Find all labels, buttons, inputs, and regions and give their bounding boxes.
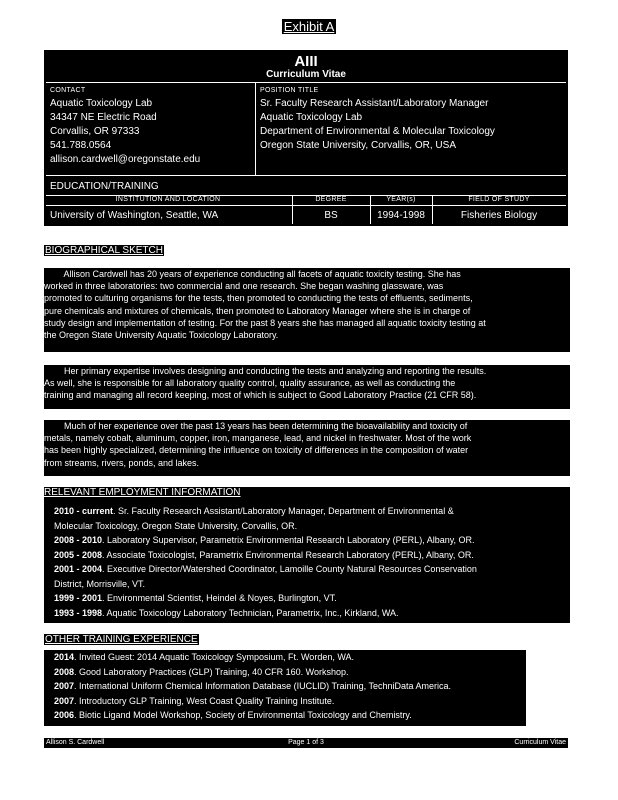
edu-field: Fisheries Biology bbox=[460, 210, 538, 221]
position-line: Sr. Faculty Research Assistant/Laboratory Manager bbox=[260, 98, 489, 109]
bio-line: from streams, rivers, ponds, and lakes. bbox=[44, 457, 200, 468]
employment-item: District, Morrisville, VT. bbox=[54, 578, 146, 589]
person-name: AIII bbox=[294, 53, 318, 70]
contact-email: allison.cardwell@oregonstate.edu bbox=[50, 154, 201, 165]
bio-paragraph-2 bbox=[44, 365, 570, 409]
contact-line: Corvallis, OR 97333 bbox=[50, 126, 140, 137]
contact-info bbox=[50, 97, 200, 167]
edu-degree: BS bbox=[324, 210, 338, 221]
employment-item: 2001 - 2004. Executive Director/Watershed Coordinator, Lamoille County Natural Resources Conservation bbox=[54, 564, 477, 574]
bio-line: Much of her experience over the past 13 years has been determining the bioavailability and toxicity of bbox=[44, 421, 468, 431]
employment-section bbox=[44, 487, 570, 623]
position-info bbox=[260, 97, 495, 153]
bio-line: Allison Cardwell has 20 years of experience conducting all facets of aquatic toxicity testing. She has bbox=[44, 269, 461, 279]
position-label: POSITION TITLE bbox=[260, 87, 319, 94]
col-header-years: YEAR(s) bbox=[386, 196, 416, 203]
bio-line: promoted to culturing organisms for the tests, then promoted to conducting the tests of effluents, sediments, bbox=[44, 293, 473, 304]
divider bbox=[255, 82, 256, 175]
employment-item: Molecular Toxicology, Oregon State University, Corvallis, OR. bbox=[54, 520, 298, 531]
training-list bbox=[44, 650, 526, 726]
divider bbox=[46, 175, 566, 176]
bio-line: training and managing all record keeping, most of which is subject to Good Laboratory Practice (21 CFR 58). bbox=[44, 390, 477, 401]
bio-line: worked in three laboratories: two commercial and one research. She began washing glassware, was bbox=[44, 281, 444, 292]
col-header-degree: DEGREE bbox=[315, 196, 347, 203]
position-line: Oregon State University, Corvallis, OR, USA bbox=[260, 140, 456, 151]
cv-header bbox=[44, 50, 568, 226]
divider bbox=[46, 82, 566, 83]
footer-doc-title: Curriculum Vitae bbox=[514, 739, 566, 746]
training-item: 2006. Biotic Ligand Model Workshop, Society of Environmental Toxicology and Chemistry. bbox=[54, 710, 412, 720]
exhibit-title: Exhibit A bbox=[283, 19, 335, 34]
col-header-institution: INSTITUTION AND LOCATION bbox=[115, 196, 221, 203]
bio-line: metals, namely cobalt, aluminum, copper, iron, manganese, lead, and nickel in freshwater. Most of the work bbox=[44, 433, 472, 444]
bio-line: pure chemicals and mixtures of chemicals, then promoted to Laboratory Manager where she is in charge of bbox=[44, 305, 471, 316]
col-header-field: FIELD OF STUDY bbox=[468, 196, 530, 203]
footer-page-number: Page 1 of 3 bbox=[288, 739, 324, 746]
edu-institution: University of Washington, Seattle, WA bbox=[50, 210, 219, 221]
page-footer bbox=[44, 738, 568, 748]
training-item: 2008. Good Laboratory Practices (GLP) Training, 40 CFR 160. Workshop. bbox=[54, 666, 349, 677]
bio-heading: BIOGRAPHICAL SKETCH bbox=[45, 245, 163, 256]
employment-heading: RELEVANT EMPLOYMENT INFORMATION bbox=[44, 487, 241, 498]
employment-item: 2010 - current. Sr. Faculty Research Assistant/Laboratory Manager, Department of Environmental & bbox=[54, 506, 454, 516]
bio-line: has been highly specialized, determining the influence on toxicity of differences in the composition of water bbox=[44, 445, 469, 456]
contact-phone: 541.788.0564 bbox=[50, 140, 112, 151]
document-title: Curriculum Vitae bbox=[266, 69, 346, 80]
position-line: Department of Environmental & Molecular Toxicology bbox=[260, 126, 495, 137]
contact-line: Aquatic Toxicology Lab bbox=[50, 98, 153, 109]
edu-years: 1994-1998 bbox=[377, 210, 425, 221]
employment-item: 2008 - 2010. Laboratory Supervisor, Parametrix Environmental Research Laboratory (PERL), Albany, OR. bbox=[54, 535, 475, 545]
bio-paragraph-3 bbox=[44, 420, 570, 476]
bio-paragraph-1 bbox=[44, 268, 570, 352]
bio-line: study design and implementation of testing. For the past 8 years she has managed all aquatic toxicity testing at bbox=[44, 317, 486, 328]
employment-item: 1993 - 1998. Aquatic Toxicology Laboratory Technician, Parametrix, Inc., Kirkland, WA. bbox=[54, 607, 399, 618]
training-item: 2007. International Uniform Chemical Information Database (IUCLID) Training, TechniData America. bbox=[54, 681, 452, 691]
contact-label: CONTACT bbox=[50, 87, 86, 94]
divider bbox=[46, 205, 566, 206]
training-item: 2014. Invited Guest: 2014 Aquatic Toxicology Symposium, Ft. Worden, WA. bbox=[54, 652, 354, 662]
footer-author: Allison S. Cardwell bbox=[46, 739, 105, 746]
training-item: 2007. Introductory GLP Training, West Coast Quality Training Institute. bbox=[54, 695, 335, 706]
contact-line: 34347 NE Electric Road bbox=[50, 112, 157, 123]
bio-line: As well, she is responsible for all laboratory quality control, quality assurance, as well as conducting the bbox=[44, 378, 456, 389]
training-heading: OTHER TRAINING EXPERIENCE bbox=[45, 634, 198, 645]
education-heading: EDUCATION/TRAINING bbox=[50, 181, 159, 192]
bio-line: the Oregon State University Aquatic Toxicology Laboratory. bbox=[44, 330, 279, 341]
employment-list bbox=[54, 504, 568, 620]
employment-item: 2005 - 2008. Associate Toxicologist, Parametrix Environmental Research Laboratory (PERL), Albany, OR. bbox=[54, 549, 474, 560]
employment-item: 1999 - 2001. Environmental Scientist, Heindel & Noyes, Burlington, VT. bbox=[54, 593, 337, 603]
bio-line: Her primary expertise involves designing and conducting the tests and analyzing and reporting the results. bbox=[44, 366, 487, 376]
position-line: Aquatic Toxicology Lab bbox=[260, 112, 363, 123]
